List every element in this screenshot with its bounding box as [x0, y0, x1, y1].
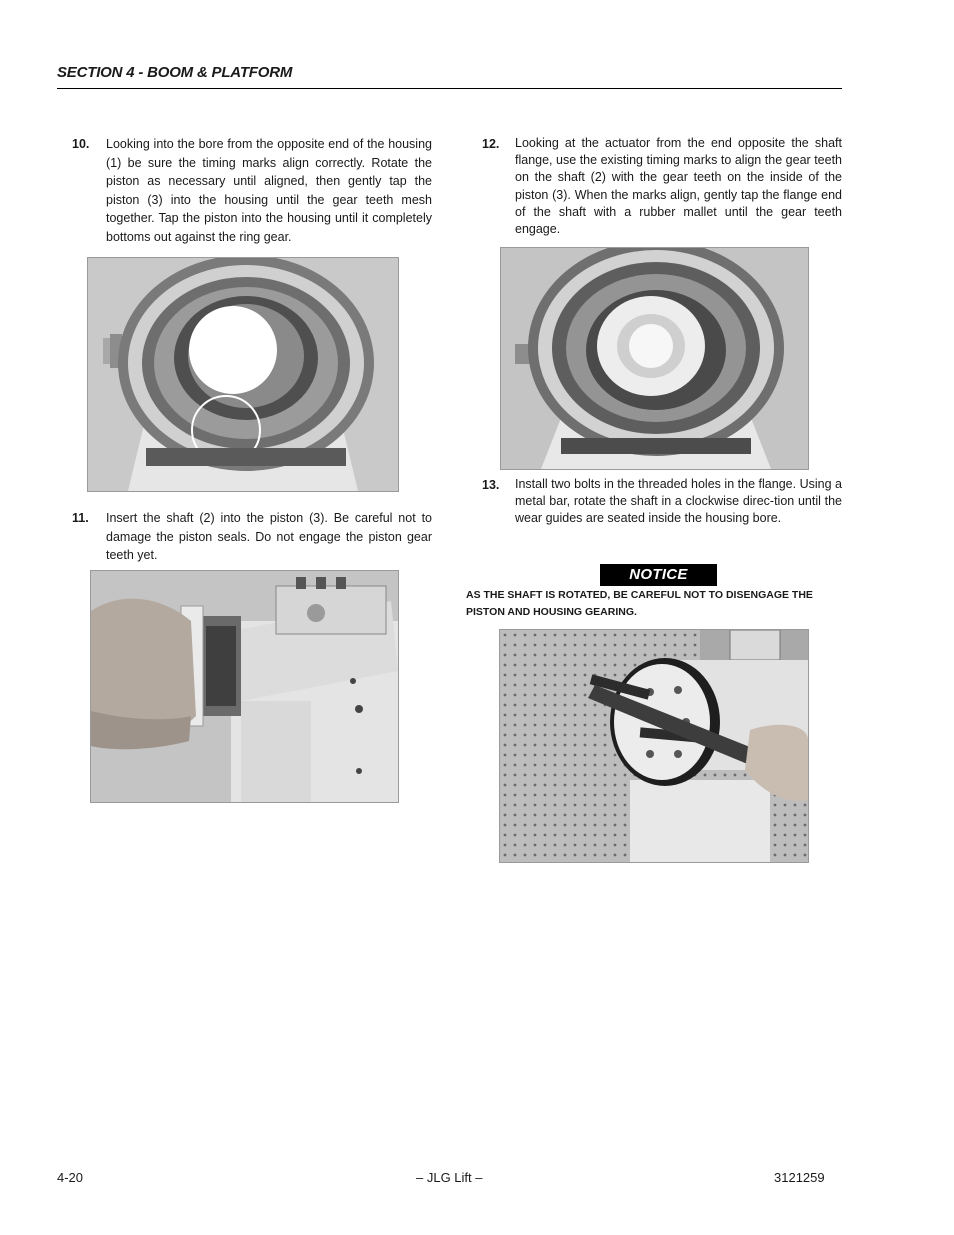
header-rule	[57, 88, 842, 89]
footer-center-title: – JLG Lift –	[416, 1170, 483, 1185]
footer-doc-number: 3121259	[774, 1170, 825, 1185]
step-number: 13.	[482, 478, 500, 492]
footer-page-number: 4-20	[57, 1170, 84, 1185]
step-text: Insert the shaft (2) into the piston (3). Be careful not to damage the piston seals. Do not engage the piston gear teeth yet.	[106, 511, 432, 562]
photo-actuator-end	[500, 247, 809, 470]
photo-shaft-insertion	[90, 570, 399, 803]
step-text: Looking at the actuator from the end opposite the shaft flange, use the existing timing marks to align the gear teeth on the shaft (2) with the gear teeth on the inside of the piston (3). When the marks align, gently tap the flange end of the shaft with a rubber mallet until the gear teeth engage.	[515, 136, 842, 237]
photo-housing-bore	[87, 257, 399, 492]
step-number: 10.	[72, 137, 90, 151]
step-13	[482, 476, 842, 546]
step-11	[72, 509, 432, 565]
step-number: 11.	[72, 511, 89, 525]
notice-label: NOTICE	[600, 564, 717, 586]
section-title: SECTION 4 - BOOM & PLATFORM	[57, 64, 293, 81]
step-text: Looking into the bore from the opposite end of the housing (1) be sure the timing marks align correctly. Rotate the piston as necessary until aligned, then gently tap the piston (3) into the housing until the gear teeth mesh together. Tap the piston into the housing until it completely bottoms out against the ring gear.	[106, 137, 432, 244]
step-number: 12.	[482, 137, 500, 151]
step-text: Install two bolts in the threaded holes in the flange. Using a metal bar, rotate the shaft in a clockwise direc-tion until the wear guides are seated inside the housing bore.	[515, 477, 842, 526]
step-12	[482, 135, 842, 241]
notice-text: AS THE SHAFT IS ROTATED, BE CAREFUL NOT TO DISENGAGE THE PISTON AND HOUSING GEARING.	[466, 589, 813, 618]
photo-shaft-rotation	[499, 629, 809, 863]
step-10	[72, 135, 432, 247]
